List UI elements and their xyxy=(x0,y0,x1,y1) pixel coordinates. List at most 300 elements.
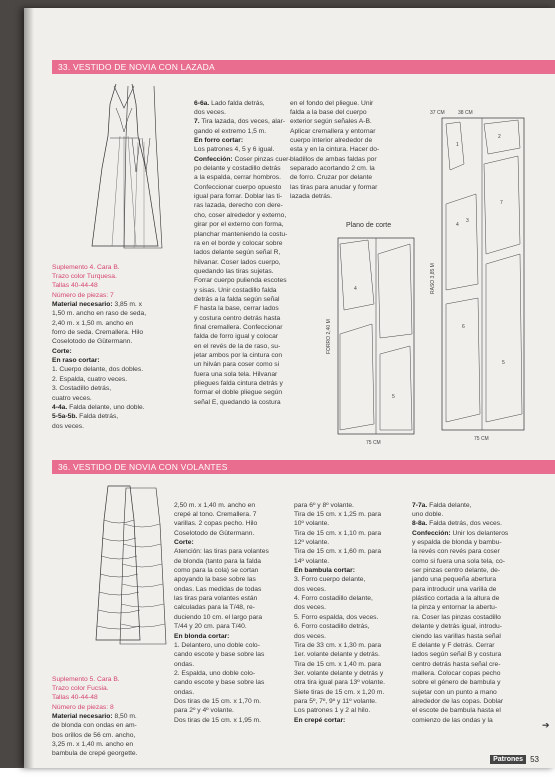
text-line xyxy=(52,684,138,693)
text-line xyxy=(52,337,146,346)
text-segment: 2. Espalda, cuatro veces. xyxy=(52,375,128,383)
text-segment: T/44 y 20 cm. para T/40. xyxy=(174,623,247,631)
text-line xyxy=(194,323,291,332)
text-segment: 14º volante. xyxy=(294,557,330,565)
text-line xyxy=(52,291,146,300)
text-line xyxy=(174,510,269,519)
text-segment: Corte: xyxy=(174,539,194,547)
text-line xyxy=(290,99,379,108)
raso-measure: RASO 3,85 M xyxy=(430,263,436,294)
text-line xyxy=(294,557,385,566)
text-line xyxy=(52,394,146,403)
text-line xyxy=(412,585,508,594)
text-segment: ra en el borde y colocar sobre xyxy=(194,239,283,247)
text-line xyxy=(174,650,269,659)
text-segment: separado acortando 2 cm. la xyxy=(290,165,375,173)
text-segment: Falda delante, xyxy=(427,501,472,509)
text-line xyxy=(412,706,508,715)
text-segment: 5-5a-5b. xyxy=(52,413,78,421)
text-segment: dos veces. xyxy=(294,585,326,593)
text-segment: Confección: xyxy=(412,529,451,537)
text-line xyxy=(174,566,269,575)
text-segment: ra. Coser las pinzas costadillo xyxy=(412,613,501,621)
page-footer xyxy=(490,755,539,764)
text-segment: esta y en la cintura. Hacer do- xyxy=(290,146,380,154)
supplement-33-text xyxy=(52,263,146,431)
text-segment: para 5º, 7º, 9º y 11º volante. xyxy=(294,697,377,705)
text-segment: de blonda (tanto para la falda xyxy=(174,557,262,565)
cutting-plan-forro xyxy=(324,234,424,450)
text-segment: el escote de bambula hasta el xyxy=(412,707,501,715)
text-segment: Aplicar cremallera y entornar xyxy=(290,127,376,135)
text-segment: Tira de 15 cm. x 1,60 m. para xyxy=(294,548,382,556)
text-line xyxy=(412,538,508,547)
text-segment: de blonda con ondas en am- xyxy=(52,722,137,730)
text-segment: crepé al tono. Cremallera. 7 xyxy=(174,511,257,519)
text-line xyxy=(52,300,146,309)
text-segment: 5. Forro espalda, dos veces. xyxy=(294,613,379,621)
text-line xyxy=(294,529,385,538)
section-33-title: 33. VESTIDO DE NOVIA CON LAZADA xyxy=(52,60,555,74)
text-segment: de forro. Cruzar por delante xyxy=(290,174,373,182)
text-line xyxy=(174,688,269,697)
text-line xyxy=(194,145,291,154)
text-line xyxy=(294,501,385,510)
text-line xyxy=(52,309,146,318)
text-segment: 1er. volante delante y detrás. xyxy=(294,651,380,659)
text-segment: 2,40 m. x 1,50 m. ancho en xyxy=(52,319,134,327)
text-segment: Lado falda detrás, xyxy=(209,99,265,107)
text-segment: 3. Forro cuerpo delante, xyxy=(294,576,366,584)
text-segment: uno doble. xyxy=(412,511,444,519)
section-36-column-4 xyxy=(412,482,508,744)
text-line xyxy=(194,127,291,136)
text-line xyxy=(412,519,508,528)
text-segment: la pinza y entornar la abertu- xyxy=(412,604,498,612)
text-line xyxy=(52,712,138,721)
text-line xyxy=(194,155,291,164)
text-segment: planchar manteniendo la costu- xyxy=(194,230,288,238)
text-line xyxy=(174,632,269,641)
column-3-36-text xyxy=(294,501,385,725)
text-line xyxy=(412,557,508,566)
dress-33-back-illustration xyxy=(120,82,166,252)
text-segment: igual para forrar. Doblar las ti- xyxy=(194,193,283,201)
text-segment: Material necesario: xyxy=(52,713,113,721)
text-line xyxy=(194,117,291,126)
magazine-brand: Patrones xyxy=(490,755,526,764)
piece-2-label: 2 xyxy=(498,134,501,140)
text-line xyxy=(194,173,291,182)
text-segment: forro de seda. Cremallera. Hilo xyxy=(52,329,144,337)
text-segment: detrás a la falda según señal xyxy=(194,295,280,303)
text-line xyxy=(294,650,385,659)
text-segment: plástico cortada a la altura de xyxy=(412,595,500,603)
section-36-supplement xyxy=(52,656,138,777)
section-36-title: 36. VESTIDO DE NOVIA CON VOLANTES xyxy=(52,460,555,474)
text-segment: varillas. 2 copas pecho. Hilo xyxy=(174,520,258,528)
text-line xyxy=(174,594,269,603)
text-segment: un hilván para coser como si xyxy=(194,361,280,369)
text-line xyxy=(52,731,138,740)
text-line xyxy=(52,703,138,712)
dress-36-back-illustration xyxy=(116,484,174,650)
text-segment: Falda detrás, xyxy=(77,413,119,421)
text-line xyxy=(52,422,146,431)
text-segment: dos veces. xyxy=(52,422,84,430)
text-segment: 1. Delantero, uno doble colo- xyxy=(174,641,260,649)
text-line xyxy=(412,575,508,584)
text-line xyxy=(194,183,291,192)
text-line xyxy=(52,263,146,272)
text-line xyxy=(294,566,385,575)
text-line xyxy=(174,678,269,687)
text-segment: falda de forro igual y colocar xyxy=(194,333,279,341)
text-segment: y sisas. Unir costadillo falda xyxy=(194,286,277,294)
text-segment: E delante y F detrás. Cerrar xyxy=(412,641,495,649)
text-line xyxy=(194,360,291,369)
text-line xyxy=(412,632,508,641)
text-segment: Los patrones 4, 5 y 6 igual. xyxy=(194,146,275,154)
column-3-text xyxy=(290,99,379,202)
text-line xyxy=(194,388,291,397)
piece-5-label: 5 xyxy=(392,394,395,400)
text-segment: para 2º y 4º volante. xyxy=(174,707,234,715)
cutting-plan-raso xyxy=(422,104,532,450)
text-line xyxy=(194,379,291,388)
text-segment: en el revés de la de raso, su- xyxy=(194,342,281,350)
text-segment: 1,50 m. ancho en raso de seda, xyxy=(52,310,147,318)
section-33-column-2 xyxy=(194,80,291,426)
text-segment: quedando las tiras sujetas. xyxy=(194,267,274,275)
text-segment: sobre el género de bambula y xyxy=(412,679,501,687)
text-segment: señal E, quedando la costura xyxy=(194,398,281,406)
text-segment: otra tira igual para 13º volante. xyxy=(294,679,385,687)
text-line xyxy=(294,622,385,631)
column-2-36-text xyxy=(174,501,269,725)
width-75-right: 75 CM xyxy=(474,436,489,442)
text-line xyxy=(174,519,269,528)
section-33-supplement xyxy=(52,244,146,450)
text-line xyxy=(194,398,291,407)
text-line xyxy=(194,286,291,295)
text-segment: gando el extremo 1,5 m. xyxy=(194,127,267,135)
text-line xyxy=(412,678,508,687)
text-line xyxy=(174,501,269,510)
text-line xyxy=(412,641,508,650)
text-segment: y costura centro detrás hasta xyxy=(194,314,281,322)
text-line xyxy=(194,220,291,229)
text-segment: Tira de 33 cm. x 1,30 m. para xyxy=(294,641,382,649)
page-number: 53 xyxy=(530,755,539,764)
text-line xyxy=(290,164,379,173)
text-line xyxy=(412,603,508,612)
text-line xyxy=(290,117,379,126)
text-segment: En forro cortar: xyxy=(194,137,244,145)
text-segment: dos veces. xyxy=(294,604,326,612)
text-line xyxy=(194,192,291,201)
text-segment: pliegues falda cintura detrás y xyxy=(194,380,283,387)
text-line xyxy=(194,314,291,323)
text-segment: 3,25 m. x 1,40 m. ancho en xyxy=(52,741,134,749)
text-segment: bladillos de ambas faldas por xyxy=(290,155,377,163)
text-line xyxy=(294,688,385,697)
text-segment: ciendo las varillas hasta señal xyxy=(412,632,501,640)
text-line xyxy=(52,272,146,281)
text-segment: Trazo color Turquesa. xyxy=(52,273,117,281)
text-line xyxy=(52,412,146,421)
text-line xyxy=(294,697,385,706)
text-segment: Tira de 15 cm. x 1,40 m. para xyxy=(294,660,382,668)
text-line xyxy=(412,650,508,659)
text-line xyxy=(290,183,379,192)
text-line xyxy=(174,547,269,556)
piece-4-right-label: 4 xyxy=(456,222,459,228)
text-segment: Unir los delanteros xyxy=(450,529,509,537)
text-segment: ras lazada, derecho con dere- xyxy=(194,202,283,210)
text-segment: comienzo de las ondas y la xyxy=(412,716,493,724)
text-line xyxy=(174,706,269,715)
text-segment: 4-4a. xyxy=(52,403,68,411)
text-line xyxy=(194,276,291,285)
text-line xyxy=(174,603,269,612)
text-segment: En raso cortar: xyxy=(52,357,100,365)
text-segment: para introducir una varilla de xyxy=(412,585,497,593)
text-segment: dos veces. xyxy=(294,632,326,640)
forro-measure: FORRO 2,40 M xyxy=(326,319,332,354)
text-line xyxy=(412,529,508,538)
text-line xyxy=(174,585,269,594)
text-line xyxy=(412,566,508,575)
text-segment: En crepé cortar: xyxy=(294,716,346,724)
text-line xyxy=(174,697,269,706)
text-segment: mallera. Colocar copas pecho xyxy=(412,669,501,677)
text-segment: Suplemento 5. Cara B. xyxy=(52,675,120,683)
text-segment: a la espalda, cerrar hombros. xyxy=(194,174,281,182)
text-segment: sujetar con un punto a mano xyxy=(412,688,497,696)
text-segment: 12º volante. xyxy=(294,539,330,547)
text-line xyxy=(294,716,385,725)
text-line xyxy=(174,641,269,650)
text-line xyxy=(290,192,379,201)
text-segment: exterior según señales A-B. xyxy=(290,118,372,126)
text-segment: bos orillos de 56 cm. ancho, xyxy=(52,731,136,739)
text-segment: Coselotodo de Gütermann. xyxy=(52,338,133,346)
text-line xyxy=(412,510,508,519)
text-segment: lazada detrás. xyxy=(290,193,333,201)
text-segment: Falda detrás, dos veces. xyxy=(427,520,502,528)
text-line xyxy=(174,557,269,566)
text-segment: Número de piezas: 7 xyxy=(52,291,114,299)
text-line xyxy=(294,706,385,715)
piece-4-label: 4 xyxy=(354,286,357,292)
text-segment: Dos tiras de 15 cm. x 1,70 m. xyxy=(174,697,261,705)
text-line xyxy=(52,384,146,393)
text-line xyxy=(52,347,146,356)
text-segment: ondas. xyxy=(174,688,195,696)
section-36-column-3 xyxy=(294,482,385,744)
text-line xyxy=(194,239,291,248)
text-line xyxy=(194,332,291,341)
text-line xyxy=(294,678,385,687)
text-line xyxy=(412,669,508,678)
magazine-page xyxy=(24,8,555,768)
text-segment: la revés con revés para coser xyxy=(412,548,500,556)
text-line xyxy=(174,660,269,669)
continue-arrow-icon: ➔ xyxy=(542,720,550,730)
text-segment: 2. Espalda, uno doble colo- xyxy=(174,669,256,677)
piece-3-label: 3 xyxy=(466,218,469,224)
text-segment: F hasta la base, cerrar lados xyxy=(194,305,279,313)
text-line xyxy=(194,304,291,313)
text-line xyxy=(294,669,385,678)
text-line xyxy=(294,594,385,603)
text-segment: jando una pequeña abertura xyxy=(412,576,497,584)
text-segment: alrededor de las copas. Doblar xyxy=(412,697,504,705)
text-segment: cuerpo interior alrededor de xyxy=(290,137,373,145)
text-line xyxy=(174,529,269,538)
text-segment: fuera una sola tela. Hilvanar xyxy=(194,370,278,378)
text-line xyxy=(52,693,138,702)
text-segment: ondas. xyxy=(174,660,195,668)
text-segment: las tiras para anudar y formar xyxy=(290,183,378,191)
text-segment: Trazo color Fucsia. xyxy=(52,685,109,693)
text-segment: Coselotodo de Gütermann. xyxy=(174,529,255,537)
text-line xyxy=(294,510,385,519)
text-line xyxy=(294,585,385,594)
text-segment: Tira lazada, dos veces, alar- xyxy=(199,118,286,126)
text-segment: Confección: xyxy=(194,155,233,163)
text-line xyxy=(174,538,269,547)
text-line xyxy=(290,145,379,154)
text-segment: 8-8a. xyxy=(412,520,428,528)
piece-7-label: 7 xyxy=(500,200,503,206)
text-line xyxy=(290,127,379,136)
text-segment: lados según señal B y costura xyxy=(412,651,502,659)
text-line xyxy=(412,594,508,603)
piece-1-label: 1 xyxy=(456,142,459,148)
text-segment: Dos tiras de 15 cm. x 1,95 m. xyxy=(174,716,261,724)
text-segment: Siete tiras de 15 cm. x 1,20 m. xyxy=(294,688,385,696)
text-segment: cando escote y base sobre las xyxy=(174,651,265,659)
text-segment: Material necesario: xyxy=(52,301,113,309)
text-segment: lados delante según señal R, xyxy=(194,249,281,257)
text-line xyxy=(412,688,508,697)
text-line xyxy=(52,721,138,730)
text-segment: Forrar cuerpo pulienda escotes xyxy=(194,277,287,285)
text-line xyxy=(294,603,385,612)
text-segment: 10º volante. xyxy=(294,520,330,528)
text-segment: centro detrás hasta señal cre- xyxy=(412,660,501,668)
text-segment: girar por el externo con forma, xyxy=(194,221,284,229)
text-segment: 2,50 m. x 1,40 m. ancho en xyxy=(174,501,256,509)
text-segment: ondas. Las medidas de todas xyxy=(174,585,262,593)
text-segment: 4. Forro costadillo delante, xyxy=(294,595,373,603)
text-segment: En bambula cortar: xyxy=(294,567,355,575)
text-segment: Tallas 40-44-48 xyxy=(52,694,98,702)
text-segment: apoyando la base sobre las xyxy=(174,576,256,584)
section-33-column-3 xyxy=(290,80,379,220)
text-line xyxy=(174,613,269,622)
text-line xyxy=(412,697,508,706)
text-segment: Corte: xyxy=(52,347,72,355)
text-segment: cho, coser alrededor y externo, xyxy=(194,211,287,219)
text-segment: delante y detrás igual, introdu- xyxy=(412,623,502,631)
column-2-text xyxy=(194,99,291,407)
plano-de-corte-title: Plano de corte xyxy=(346,222,392,229)
text-line xyxy=(412,716,508,725)
piece-6-label: 6 xyxy=(462,324,465,330)
text-line xyxy=(294,660,385,669)
text-segment: hilvanar. Coser lados cuerpo, xyxy=(194,258,281,266)
text-segment: 7-7a. xyxy=(412,501,428,509)
text-line xyxy=(290,136,379,145)
text-line xyxy=(52,403,146,412)
text-segment: Tira de 15 cm. x 1,25 m. para xyxy=(294,511,382,519)
text-line xyxy=(52,675,138,684)
text-line xyxy=(412,622,508,631)
text-line xyxy=(194,370,291,379)
text-segment: Suplemento 4. Cara B. xyxy=(52,263,120,271)
text-line xyxy=(52,740,138,749)
text-segment: 7. xyxy=(194,118,200,126)
text-line xyxy=(294,547,385,556)
text-segment: final cremallera. Confeccionar xyxy=(194,323,283,331)
text-segment: formar el doble pliegue según xyxy=(194,389,283,397)
text-line xyxy=(52,365,146,374)
text-line xyxy=(412,547,508,556)
text-line xyxy=(52,281,146,290)
text-line xyxy=(194,351,291,360)
text-line xyxy=(194,230,291,239)
text-segment: bambula de crepé georgette. xyxy=(52,750,138,758)
text-line xyxy=(294,575,385,584)
text-line xyxy=(194,211,291,220)
text-line xyxy=(194,295,291,304)
text-segment: cuatro veces. xyxy=(52,394,92,402)
text-segment: En blonda cortar: xyxy=(174,632,230,640)
text-segment: Los patrones 1 y 2 al hilo. xyxy=(294,707,371,715)
text-line xyxy=(412,501,508,510)
text-line xyxy=(290,155,379,164)
text-line xyxy=(194,342,291,351)
text-segment: las tiras para volantes están xyxy=(174,595,258,603)
text-line xyxy=(294,538,385,547)
text-segment: duciendo 10 cm. el largo para xyxy=(174,613,263,621)
text-segment: 3er. volante delante y detrás y xyxy=(294,669,384,677)
text-line xyxy=(294,632,385,641)
text-segment: falda a la base del cuerpo xyxy=(290,109,367,117)
text-line xyxy=(174,716,269,725)
text-line xyxy=(194,136,291,145)
text-line xyxy=(294,519,385,528)
text-segment: Atención: las tiras para volantes xyxy=(174,548,269,556)
text-line xyxy=(174,622,269,631)
column-4-36-text xyxy=(412,501,508,725)
text-segment: 6. Forro costadillo detrás, xyxy=(294,623,370,631)
width-75-left: 75 CM xyxy=(366,440,381,446)
width-37: 37 CM xyxy=(430,110,445,116)
text-line xyxy=(174,669,269,678)
text-segment: Número de piezas: 8 xyxy=(52,703,114,711)
text-segment: y espalda de blonda y bambu- xyxy=(412,539,502,547)
text-line xyxy=(194,267,291,276)
text-line xyxy=(194,108,291,117)
text-line xyxy=(194,201,291,210)
text-segment: 6-6a. xyxy=(194,99,210,107)
text-segment: po delante y costadillo detrás xyxy=(194,165,281,173)
text-line xyxy=(194,99,291,108)
